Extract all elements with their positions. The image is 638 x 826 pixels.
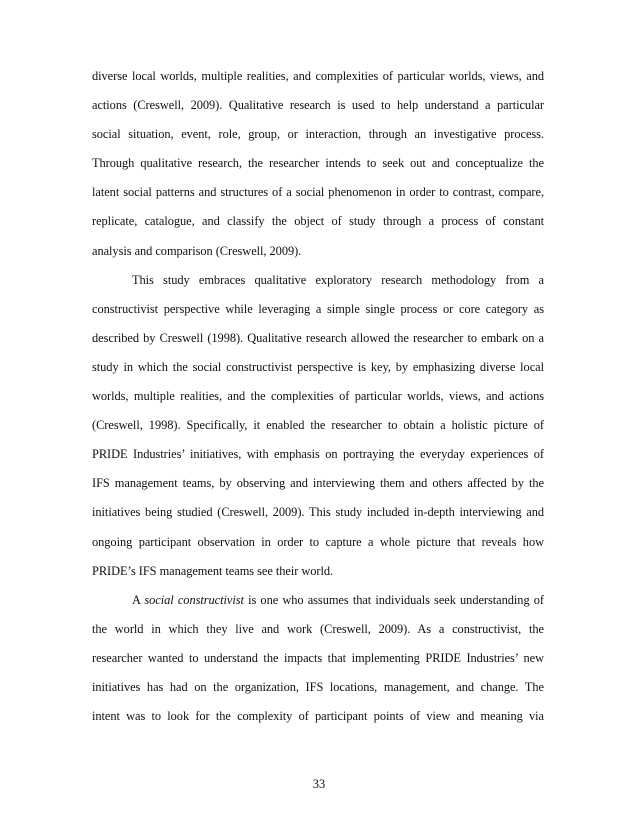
text-line: described by Creswell (1998). Qualitative research allowed the researcher to embark on a [92,330,544,345]
text-line: initiatives being studied (Creswell, 2009). This study included in-depth interviewing and [92,505,544,520]
text-line: researcher wanted to understand the impacts that implementing PRIDE Industries’ new [92,650,544,665]
body-text [92,62,544,731]
text-line: latent social patterns and structures of a social phenomenon in order to contrast, compare, [92,185,544,200]
text-segment: A [132,592,145,607]
text-line: diverse local worlds, multiple realities, and complexities of particular worlds, views, and [92,69,544,83]
text-line: actions (Creswell, 2009). Qualitative research is used to help understand a particular [92,98,544,113]
text-line: study in which the social constructivist perspective is key, by emphasizing diverse local [92,359,544,374]
text-line: worlds, multiple realities, and the complexities of particular worlds, views, and actions [92,389,544,404]
text-line: social situation, event, role, group, or interaction, through an investigative process. [92,127,544,142]
text-line: PRIDE’s IFS management teams see their world. [92,563,334,578]
text-line: Through qualitative research, the researcher intends to seek out and conceptualize the [92,156,544,171]
text-line: ongoing participant observation in order to capture a whole picture that reveals how [92,534,544,549]
text-line: replicate, catalogue, and classify the object of study through a process of constant [92,214,544,229]
text-line: constructivist perspective while leveraging a simple single process or core category as [92,301,544,316]
page-number: 33 [312,777,326,791]
text-line: This study embraces qualitative exploratory research methodology from a [132,272,544,287]
text-line: intent was to look for the complexity of participant points of view and meaning via [92,709,544,724]
text-line: PRIDE Industries’ initiatives, with emphasis on portraying the everyday experiences of [92,447,544,462]
italic-term: social constructivist [144,592,244,607]
text-line: (Creswell, 1998). Specifically, it enabled the researcher to obtain a holistic picture of [92,418,544,433]
text-line: IFS management teams, by observing and interviewing them and others affected by the [92,476,544,491]
text-line: initiatives has had on the organization, IFS locations, management, and change. The [92,679,544,694]
text-segment: is one who assumes that individuals seek understanding of [243,592,544,607]
text-line [92,586,544,615]
text-line: the world in which they live and work (Creswell, 2009). As a constructivist, the [92,621,544,636]
text-line: analysis and comparison (Creswell, 2009). [92,243,302,258]
